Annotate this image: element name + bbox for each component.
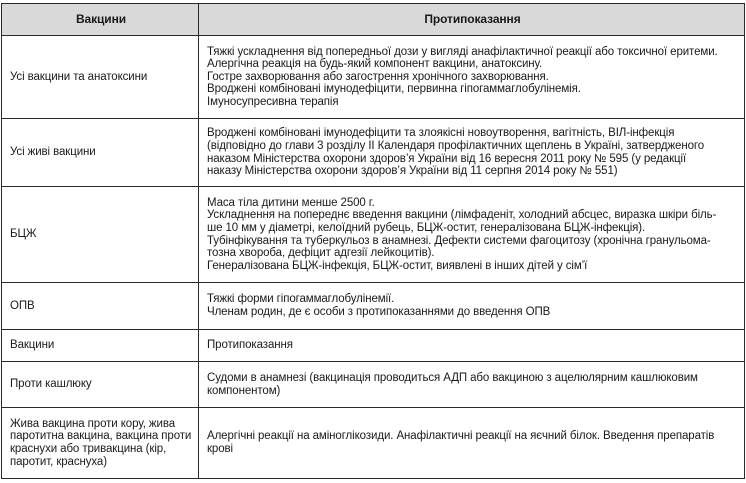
contraindication-line: компонентом) <box>207 384 281 397</box>
table-row <box>2 119 745 187</box>
vaccine-name: Жива вакцина проти кору, жива паротитна вакцина, вакцина проти краснухи або тривакцина (кір, паротит, краснуха) <box>10 417 192 468</box>
vaccine-name: Усі живі вакцини <box>10 146 96 159</box>
contraindication-line: наказом Міністерства охорони здоров’я України від 16 вересня 2011 року № 595 (у редакції <box>207 152 687 165</box>
header-vaccines: Вакцини <box>2 4 199 36</box>
vaccine-cell <box>2 330 199 362</box>
table-row <box>2 283 745 330</box>
contraindication-line: Вроджені комбіновані імунодефіцити, первинна гіпогаммаглобулінемія. <box>207 83 581 96</box>
vaccine-name: ОПВ <box>10 299 35 312</box>
vaccine-cell <box>2 362 199 408</box>
header-contraindications: Протипоказання <box>199 4 745 36</box>
vaccine-name: Вакцини <box>10 339 55 352</box>
table-row <box>2 36 745 119</box>
contraindication-line: Членам родин, де є особи з протипоказаннями до введення ОПВ <box>207 306 551 318</box>
contraindication-line: тозна хвороба, дефіцит адгезії лейкоцитів). <box>207 247 435 260</box>
contraindication-line: Алергічні реакції на аміноглікозиди. Анафілактичні реакції на яєчний білок. Введення препаратів <box>207 430 715 443</box>
contraindication-line: Протипоказання <box>207 339 293 352</box>
vaccine-name: Усі вакцини та анатоксини <box>10 70 148 83</box>
contraindication-cell <box>199 283 745 330</box>
vaccine-cell <box>2 36 199 119</box>
contraindication-line: крові <box>207 443 233 455</box>
contraindication-cell <box>199 330 745 362</box>
contraindication-line: Гостре захворювання або загострення хронічного захворювання. <box>207 70 549 83</box>
table-header-row <box>2 4 745 36</box>
contraindication-line: Імуносупресивна терапія <box>207 95 339 108</box>
contraindication-line: ше 10 мм у діаметрі, келоїдний рубець, БЦЖ-остит, генералізована БЦЖ-інфекція). <box>207 221 646 234</box>
contraindication-line: Алергічна реакція на будь-який компонент вакцини, анатоксину. <box>207 58 543 71</box>
table-row <box>2 362 745 408</box>
contraindication-cell <box>199 36 745 119</box>
contraindication-line: Маса тіла дитини менше 2500 г. <box>207 196 375 209</box>
table-row <box>2 330 745 362</box>
contraindication-line: Тяжкі форми гіпогаммаглобулінемії. <box>207 293 395 306</box>
contraindication-line: наказу Міністерства охорони здоров’я України від 11 серпня 2014 року № 551) <box>207 165 618 178</box>
contraindication-line: Тяжкі ускладнення від попередньої дози у вигляді анафілактичної реакції або токсичної еритеми. <box>207 45 718 58</box>
vaccine-name: БЦЖ <box>10 228 37 241</box>
contraindication-line: (відповідно до глави 3 розділу II Календаря профілактичних щеплень в Україні, затвердженого <box>207 139 705 152</box>
table-row <box>2 187 745 283</box>
contraindication-line: Ускладнення на попереднє введення вакцини (лімфаденіт, холодний абсцес, виразка шкіри біль- <box>207 209 717 222</box>
contraindication-line: Вроджені комбіновані імунодефіцити та злоякісні новоутворення, вагітність, ВІЛ-інфекція <box>207 127 675 140</box>
vaccine-cell <box>2 408 199 479</box>
vaccine-cell <box>2 187 199 283</box>
table-row <box>2 408 745 479</box>
vaccine-name: Проти кашлюку <box>10 378 92 391</box>
contraindication-line: Тубінфікування та туберкульоз в анамнезі. Дефекти системи фагоцитозу (хронічна гранульома- <box>207 234 711 247</box>
contraindication-line: Генералізована БЦЖ-інфекція, БЦЖ-остит, виявлені в інших дітей у сім’ї <box>207 259 588 272</box>
contraindication-cell <box>199 408 745 479</box>
contraindication-cell <box>199 187 745 283</box>
contraindication-line: Судоми в анамнезі (вакцинація проводиться АДП або вакциною з ацелюлярним кашлюковим <box>207 371 698 384</box>
vaccine-cell <box>2 283 199 330</box>
vaccine-cell <box>2 119 199 187</box>
contraindication-cell <box>199 362 745 408</box>
contraindications-table <box>1 3 745 479</box>
contraindication-cell <box>199 119 745 187</box>
